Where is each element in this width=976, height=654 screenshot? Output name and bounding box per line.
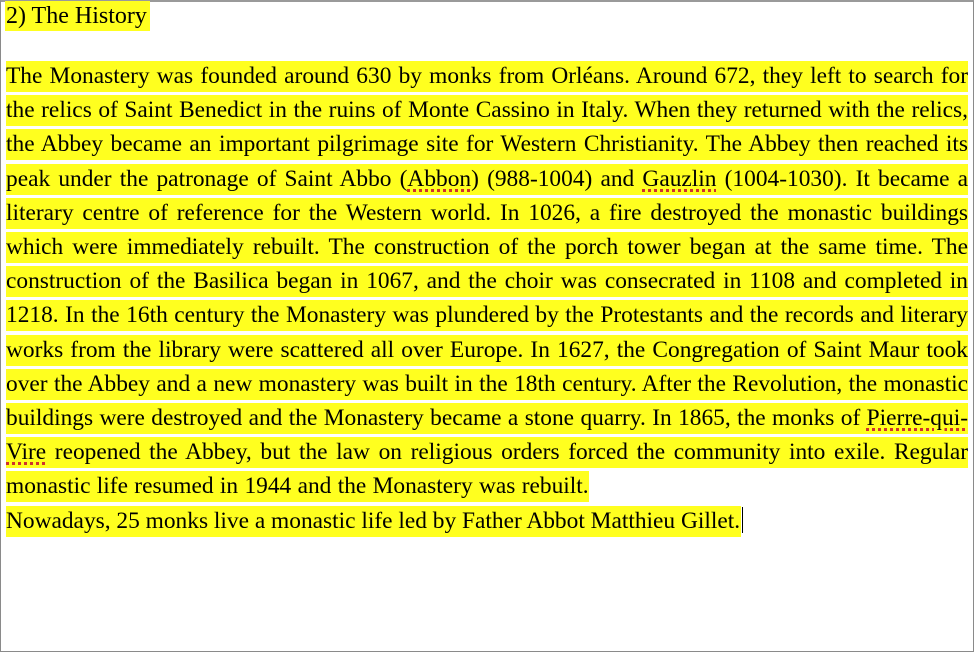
misspelled-word-abbon[interactable]: Abbon bbox=[407, 165, 472, 192]
section-heading: 2) The History bbox=[5, 1, 150, 31]
misspelled-word-gauzlin[interactable]: Gauzlin bbox=[642, 165, 717, 192]
highlighted-text bbox=[6, 61, 968, 502]
text-run: (1004-1030). It became a literary centre of reference for the Western world. In 1026, a fire destroyed the monastic buildings which were immediately rebuilt. The construction of the porch tower began at the same time. The construction of the Basilica began in 1067, and the choir was consecrated in 1108 and completed in 1218. In the 16th century the Monastery was plundered by the Protestants and the records and literary works from the library were scattered all over Europe. In 1627, the Congregation of Saint Maur took over the Abbey and a new monastery was built in the 18th century. After the Revolution, the monastic buildings were destroyed and the Monastery became a stone quarry. In 1865, the monks of bbox=[6, 165, 969, 432]
text-run: ) (988-1004) and bbox=[471, 165, 643, 192]
text-cursor bbox=[742, 507, 743, 533]
misspelled-word-pierre-qui-vire[interactable]: Pierre-qui-Vire bbox=[6, 405, 968, 466]
closing-text: Nowadays, 25 monks live a monastic life led by Father Abbot Matthieu Gillet. bbox=[6, 506, 741, 537]
history-paragraph bbox=[6, 59, 968, 504]
text-run: reopened the Abbey, but the law on religious orders forced the community into exile. Regular monastic life resumed in 1944 and the Monastery was rebuilt. bbox=[6, 439, 968, 500]
text-run: The Monastery was founded around 630 by monks from Orléans. Around 672, they left to search for the relics of Saint Benedict in the ruins of Monte Cassino in Italy. When they returned with the relics, the Abbey became an important pilgrimage site for Western Christianity. The Abbey then reached its peak under the patronage of Saint Abbo ( bbox=[6, 63, 968, 192]
document-body[interactable] bbox=[6, 1, 968, 538]
closing-line bbox=[6, 504, 968, 538]
